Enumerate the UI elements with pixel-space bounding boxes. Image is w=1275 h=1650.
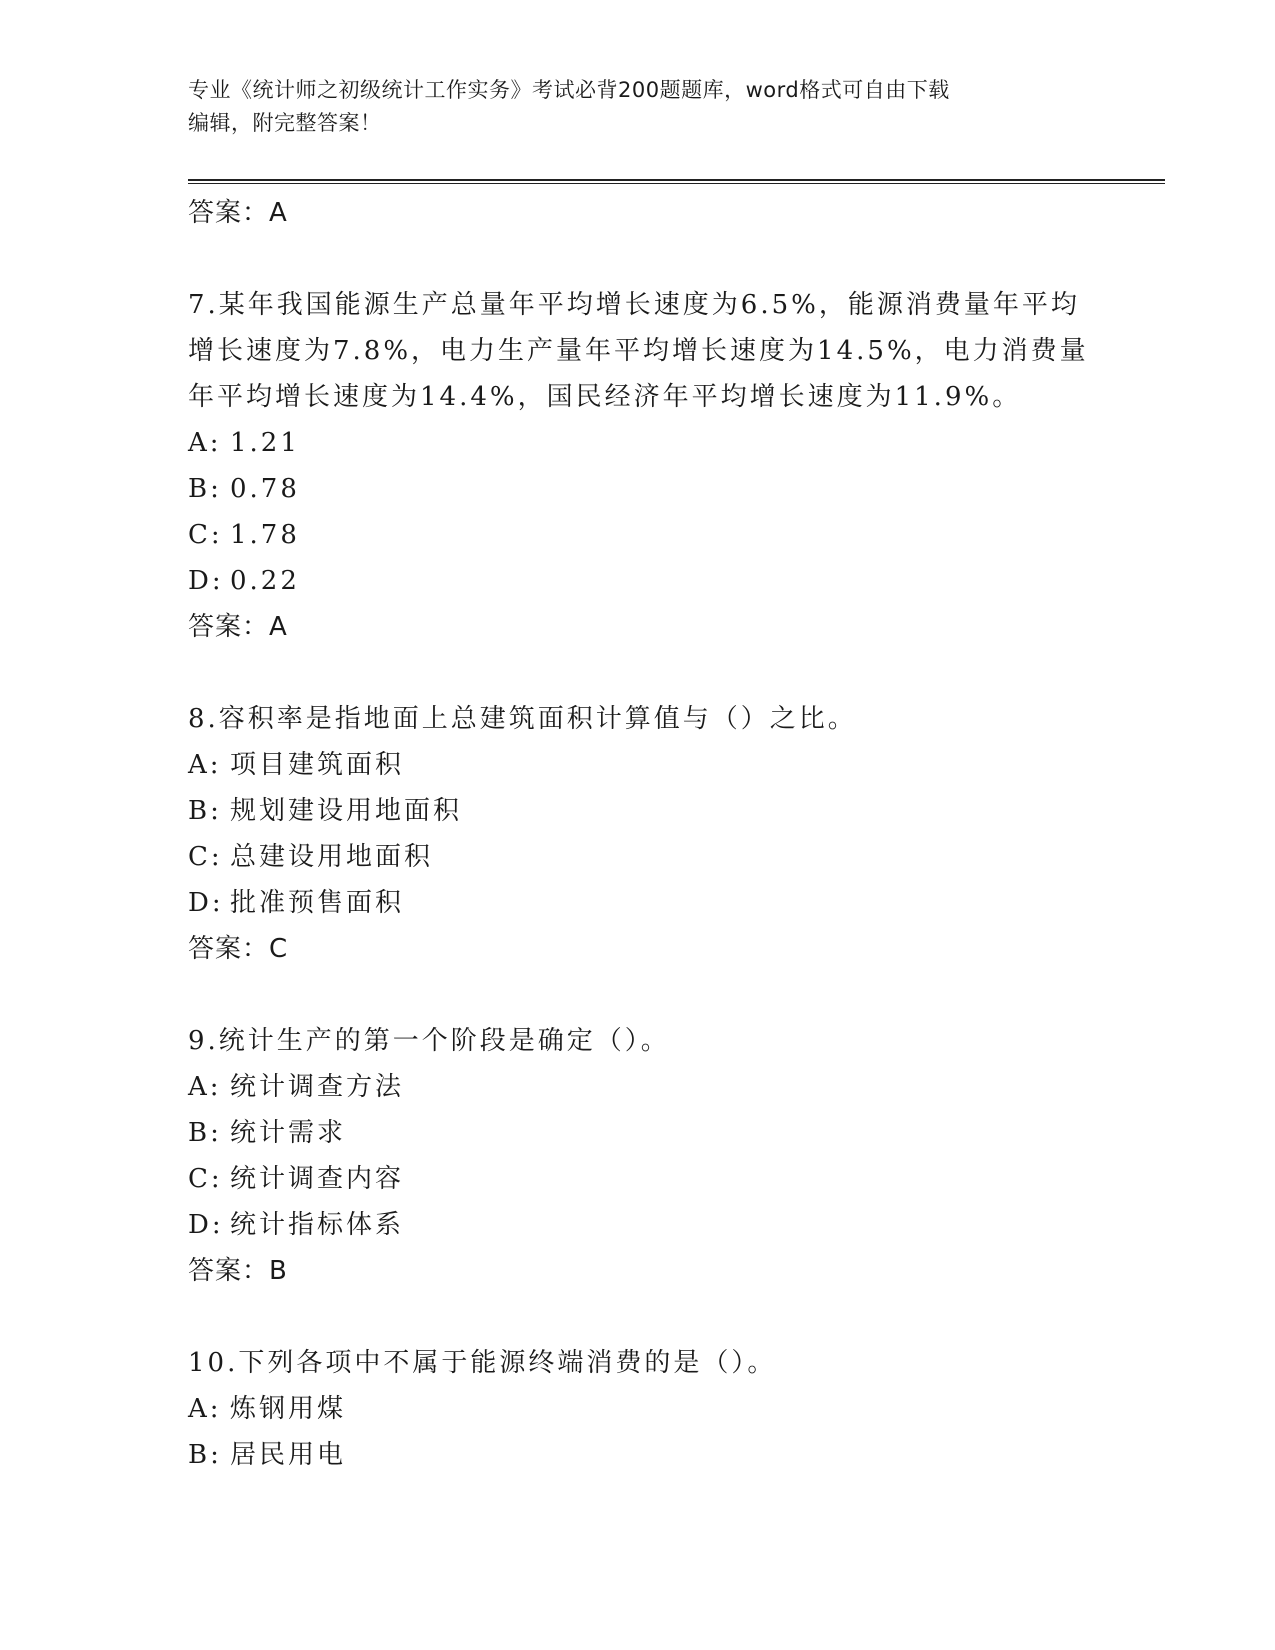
question-line: 8.容积率是指地面上总建筑面积计算值与（）之比。 bbox=[188, 704, 857, 734]
option-text: 1.78 bbox=[230, 520, 300, 550]
option-b bbox=[188, 466, 1148, 512]
option-a bbox=[188, 420, 1148, 466]
option-text: 项目建筑面积 bbox=[230, 750, 405, 780]
option-d bbox=[188, 1202, 1148, 1248]
option-letter: C: bbox=[188, 520, 223, 550]
option-text: 居民用电 bbox=[230, 1440, 347, 1470]
answer-q6: 答案：A bbox=[188, 198, 288, 228]
header-line-2: 编辑，附完整答案！ bbox=[188, 111, 382, 135]
option-text: 1.21 bbox=[230, 428, 300, 458]
option-a bbox=[188, 1064, 1148, 1110]
question-block-9 bbox=[188, 1018, 1148, 1294]
spacer bbox=[188, 1294, 1148, 1340]
option-b bbox=[188, 1432, 1148, 1478]
question-line: 增长速度为7.8%，电力生产量年平均增长速度为14.5%，电力消费量 bbox=[188, 336, 1089, 366]
question-line: 9.统计生产的第一个阶段是确定（）。 bbox=[188, 1026, 670, 1056]
spacer bbox=[188, 972, 1148, 1018]
option-b bbox=[188, 788, 1148, 834]
option-letter: D: bbox=[188, 1210, 224, 1240]
option-c bbox=[188, 512, 1148, 558]
question-text bbox=[188, 282, 1148, 420]
option-letter: A: bbox=[188, 750, 222, 780]
option-text: 0.22 bbox=[230, 566, 300, 596]
option-d bbox=[188, 880, 1148, 926]
question-line: 年平均增长速度为14.4%，国民经济年平均增长速度为11.9%。 bbox=[188, 382, 1022, 412]
option-letter: A: bbox=[188, 1072, 222, 1102]
header-line-1: 专业《统计师之初级统计工作实务》考试必背200题题库，word格式可自由下载 bbox=[188, 78, 950, 102]
question-text bbox=[188, 1340, 1148, 1386]
option-letter: D: bbox=[188, 888, 224, 918]
option-letter: D: bbox=[188, 566, 224, 596]
header-rule-thick bbox=[188, 179, 1165, 181]
option-text: 批准预售面积 bbox=[230, 888, 405, 918]
option-text: 统计调查方法 bbox=[230, 1072, 405, 1102]
option-text: 规划建设用地面积 bbox=[230, 796, 463, 826]
option-letter: C: bbox=[188, 1164, 223, 1194]
option-letter: B: bbox=[188, 1118, 222, 1148]
question-line: 10.下列各项中不属于能源终端消费的是（）。 bbox=[188, 1348, 777, 1378]
spacer bbox=[188, 236, 1148, 282]
option-letter: A: bbox=[188, 428, 222, 458]
option-c bbox=[188, 1156, 1148, 1202]
option-text: 统计需求 bbox=[230, 1118, 347, 1148]
question-text bbox=[188, 1018, 1148, 1064]
document-body bbox=[188, 190, 1148, 1478]
spacer bbox=[188, 650, 1148, 696]
question-block-10 bbox=[188, 1340, 1148, 1478]
option-text: 0.78 bbox=[230, 474, 300, 504]
question-line: 7.某年我国能源生产总量年平均增长速度为6.5%，能源消费量年平均 bbox=[188, 290, 1080, 320]
option-text: 总建设用地面积 bbox=[230, 842, 434, 872]
option-b bbox=[188, 1110, 1148, 1156]
option-c bbox=[188, 834, 1148, 880]
option-d bbox=[188, 558, 1148, 604]
question-block-7 bbox=[188, 282, 1148, 650]
answer-q7: 答案：A bbox=[188, 612, 288, 642]
question-block-8 bbox=[188, 696, 1148, 972]
option-letter: A: bbox=[188, 1394, 222, 1424]
header-rule-thin bbox=[188, 183, 1165, 184]
document-header bbox=[188, 74, 1088, 140]
option-text: 统计指标体系 bbox=[230, 1210, 405, 1240]
option-letter: C: bbox=[188, 842, 223, 872]
option-letter: B: bbox=[188, 796, 222, 826]
answer-q9: 答案：B bbox=[188, 1256, 288, 1286]
option-a bbox=[188, 742, 1148, 788]
answer-q8: 答案：C bbox=[188, 934, 289, 964]
option-text: 统计调查内容 bbox=[230, 1164, 405, 1194]
option-a bbox=[188, 1386, 1148, 1432]
question-text bbox=[188, 696, 1148, 742]
option-letter: B: bbox=[188, 474, 222, 504]
option-letter: B: bbox=[188, 1440, 222, 1470]
option-text: 炼钢用煤 bbox=[230, 1394, 347, 1424]
